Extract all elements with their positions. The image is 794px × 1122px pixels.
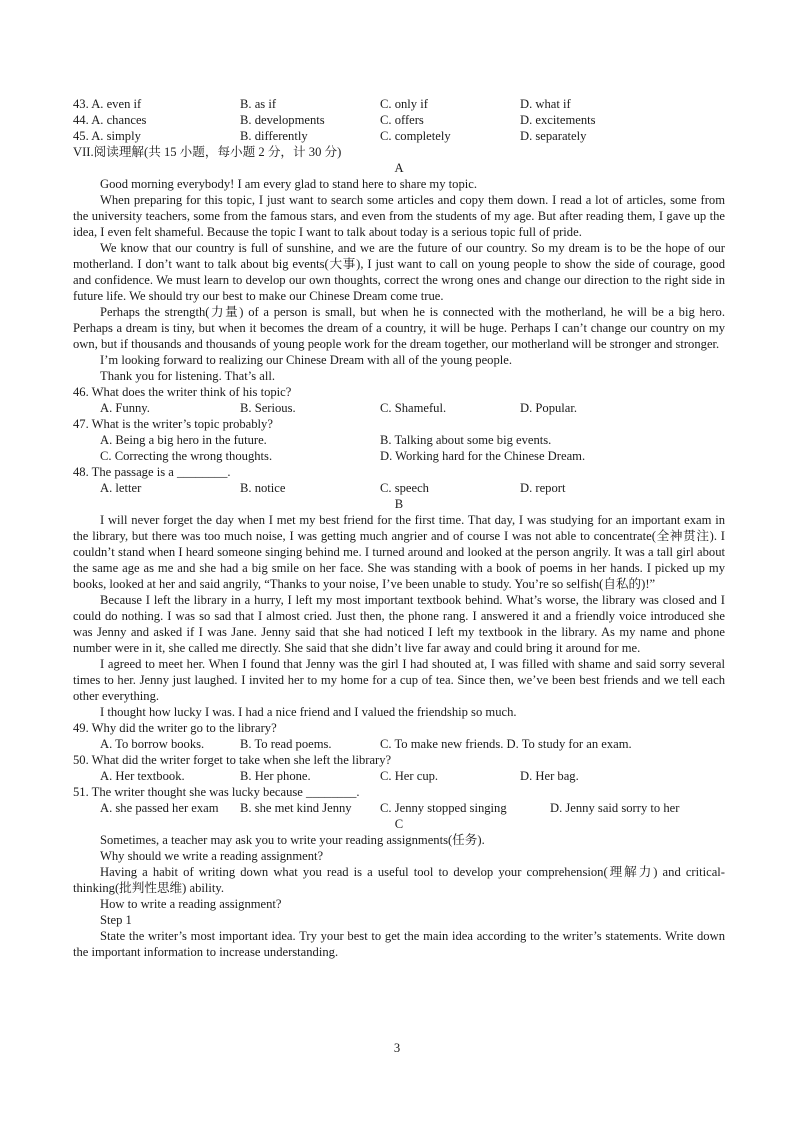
question-48-options [73, 480, 725, 496]
option-b: B. developments [240, 113, 325, 127]
passage-c-paragraph: State the writer’s most important idea. Try your best to get the main idea according to the writer’s statements. Write down the important information to increase understanding. [73, 929, 725, 959]
option-a: A. she passed her exam [100, 801, 219, 815]
passage-b-paragraph: I agreed to meet her. When I found that Jenny was the girl I had shouted at, I was filled with shame and said sorry several times to her. Jenny just laughed. I invited her to my home for a cup of tea. Since then, we’ve been best friends and we tell each other everything. [73, 657, 725, 703]
passage-b-paragraph: Because I left the library in a hurry, I left my most important textbook behind. What’s worse, the library was closed and I could do nothing. I was so sad that I almost cried. Just then, the phone rang. I answered it and a friendly voice introduced she was Jenny and asked if I was Jane. Jenny said that she had noticed I left my textbook in the library. As my name and phone number were in it, she called me directly. She said that she didn’t live far away and could bring it around for me. [73, 593, 725, 655]
section-title: VII.阅读理解(共 15 小题，每小题 2 分，计 30 分) [73, 145, 342, 159]
option-d: D. what if [520, 97, 571, 111]
passage-a-paragraph: Good morning everybody! I am every glad to stand here to share my topic. [100, 177, 478, 191]
option-c: C. To make new friends. D. To study for an exam. [380, 737, 632, 751]
question-46: 46. What does the writer think of his topic? [73, 385, 292, 399]
option-d: D. report [520, 481, 566, 495]
question-50: 50. What did the writer forget to take when she left the library? [73, 753, 392, 767]
option-b: B. To read poems. [240, 737, 332, 751]
option-c: C. Shameful. [380, 401, 447, 415]
question-50-options [73, 768, 725, 784]
option-c: C. Jenny stopped singing [380, 801, 507, 815]
option-a: A. letter [100, 481, 142, 495]
passage-c-paragraph: How to write a reading assignment? [100, 897, 282, 911]
option-a: 45. A. simply [73, 129, 141, 143]
option-c: C. Her cup. [380, 769, 439, 783]
passage-a-paragraph: We know that our country is full of sunshine, and we are the future of our country. So my dream is to be the hope of our motherland. I don’t want to talk about big events(大事), I just want to call on young people to show the side of courage, good and confidence. We must learn to develop our own thoughts, correct the wrong ones and change our direction to the right side in future life. We should try our best to make our Chinese Dream come true. [73, 241, 725, 303]
question-51: 51. The writer thought she was lucky because ________. [73, 785, 360, 799]
passage-b-paragraph: I thought how lucky I was. I had a nice friend and I valued the friendship so much. [100, 705, 517, 719]
passage-a-paragraph: Perhaps the strength(力量) of a person is small, but when he is connected with the motherland, he will be a big hero. Perhaps a dream is tiny, but when it becomes the dream of a country, it will be huge. Perhaps I can’t change our country on my own, but if thousands and thousands of young people work for the dream together, our motherland will be stronger and stronger. [73, 305, 725, 351]
passage-b-paragraph: I will never forget the day when I met my best friend for the first time. That day, I was studying for an important exam in the library, but there was too much noise, I was getting much angrier and of course I was not able to concentrate(全神贯注). I couldn’t stand when I heard someone singing behind me. I turned around and looked at the person angrily. It was a tall girl about the same age as me and she had a big smile on her face. She was standing with a book of poems in her hands. I picked up my books, looked at her and said angrily, “Thanks to your noise, I’ve been unable to study. You’re so selfish(自私的)!” [73, 513, 725, 591]
question-51-options [73, 800, 725, 816]
option-c: C. Correcting the wrong thoughts. [100, 449, 273, 463]
option-b: B. as if [240, 97, 277, 111]
option-a: A. To borrow books. [100, 737, 205, 751]
exam-page [73, 96, 725, 960]
passage-a-paragraph: When preparing for this topic, I just want to search some articles and copy them down. I read a lot of articles, some from the university teachers, some from the famous stars, and even from the students of my age. But after reading them, I gave up the idea, I even felt shameful. Because the topic I want to talk about today is a serious topic full of pride. [73, 193, 725, 239]
question-46-options [73, 400, 725, 416]
question-47-options-ab [73, 432, 725, 448]
option-d: D. Her bag. [520, 769, 579, 783]
passage-c-label: C [394, 817, 404, 831]
question-48: 48. The passage is a ________. [73, 465, 231, 479]
option-a: 43. A. even if [73, 97, 142, 111]
question-49: 49. Why did the writer go to the library? [73, 721, 277, 735]
passage-c-paragraph: Having a habit of writing down what you read is a useful tool to develop your comprehension(理解力) and critical-thinking(批判性思维) ability. [73, 865, 725, 895]
option-b: B. Serious. [240, 401, 296, 415]
option-a: A. Her textbook. [100, 769, 185, 783]
option-d: D. Popular. [520, 401, 578, 415]
option-a: A. Being a big hero in the future. [100, 433, 267, 447]
question-47-options-cd [73, 448, 725, 464]
option-a: A. Funny. [100, 401, 150, 415]
option-b: B. Talking about some big events. [380, 433, 552, 447]
question-49-options [73, 736, 725, 752]
option-c: C. offers [380, 113, 424, 127]
option-c: C. speech [380, 481, 429, 495]
option-b: B. differently [240, 129, 308, 143]
passage-a-paragraph: I’m looking forward to realizing our Chinese Dream with all of the young people. [100, 353, 512, 367]
passage-a-paragraph: Thank you for listening. That’s all. [100, 369, 276, 383]
option-a: 44. A. chances [73, 113, 147, 127]
option-b: B. Her phone. [240, 769, 311, 783]
cloze-options-44 [73, 112, 725, 128]
option-d: D. Jenny said sorry to her [550, 801, 680, 815]
option-d: D. excitements [520, 113, 596, 127]
option-b: B. she met kind Jenny [240, 801, 352, 815]
passage-c-paragraph: Why should we write a reading assignment? [100, 849, 324, 863]
page-number: 3 [393, 1041, 401, 1055]
option-c: C. only if [380, 97, 428, 111]
passage-b-label: B [394, 497, 404, 511]
option-c: C. completely [380, 129, 451, 143]
option-d: D. separately [520, 129, 587, 143]
passage-a-label: A [394, 161, 404, 175]
passage-c-paragraph: Step 1 [100, 913, 132, 927]
option-b: B. notice [240, 481, 286, 495]
cloze-options-45 [73, 128, 725, 144]
cloze-options-43 [73, 96, 725, 112]
option-d: D. Working hard for the Chinese Dream. [380, 449, 586, 463]
question-47: 47. What is the writer’s topic probably? [73, 417, 273, 431]
passage-c-paragraph: Sometimes, a teacher may ask you to write your reading assignments(任务). [100, 833, 485, 847]
